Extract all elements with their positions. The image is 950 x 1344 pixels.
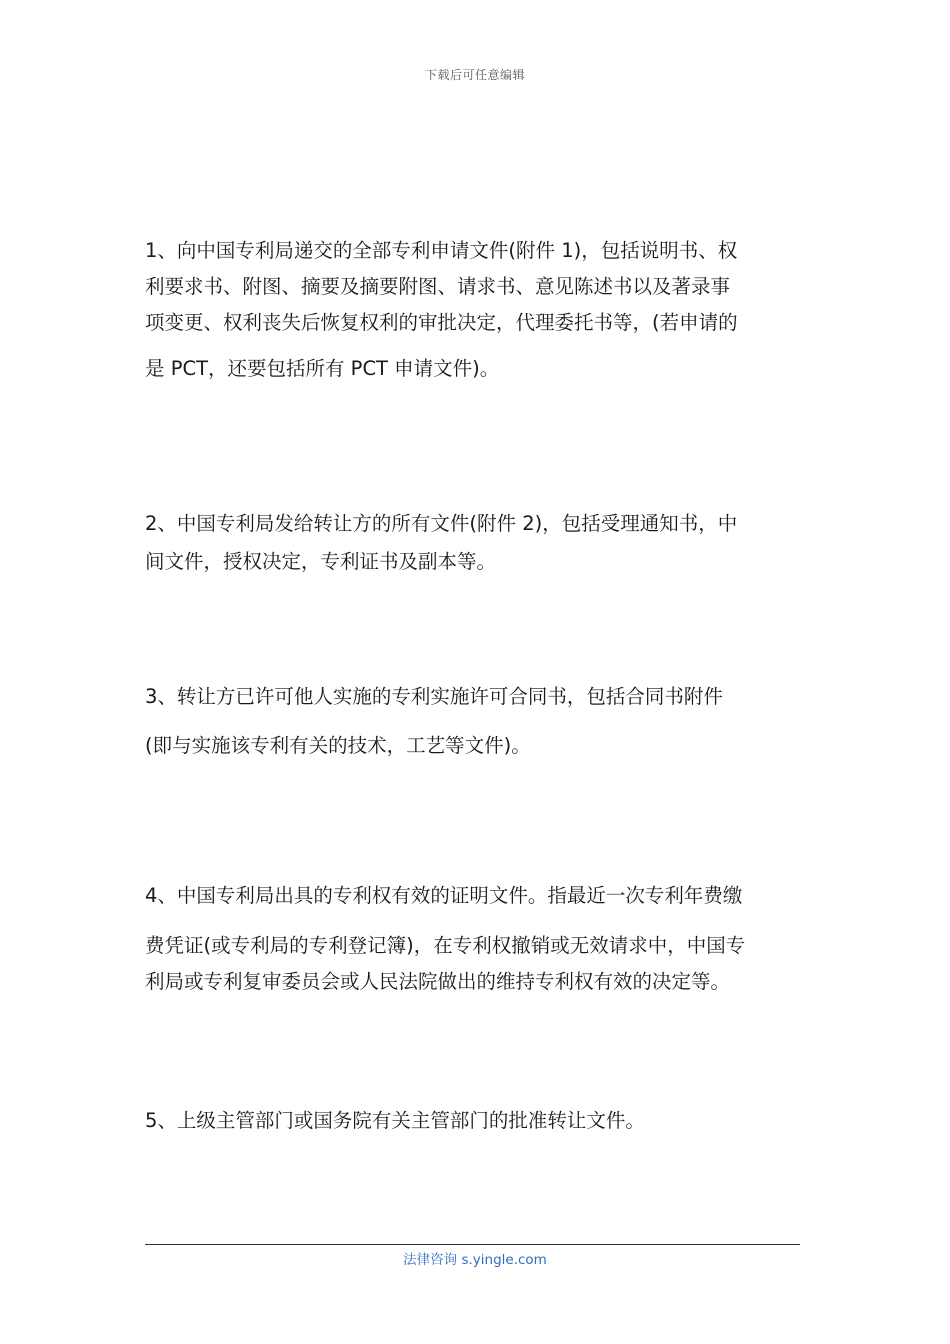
paragraph-line: 2、中国专利局发给转让方的所有文件(附件 2)，包括受理通知书，中 bbox=[145, 512, 738, 535]
paragraph-1 bbox=[145, 233, 807, 387]
paragraph-line: 利局或专利复审委员会或人民法院做出的维持专利权有效的决定等。 bbox=[145, 970, 731, 993]
paragraph-line: 3、转让方已许可他人实施的专利实施许可合同书，包括合同书附件 bbox=[145, 685, 723, 708]
paragraph-line: 利要求书、附图、摘要及摘要附图、请求书、意见陈述书以及著录事 bbox=[145, 275, 731, 298]
footer-divider bbox=[145, 1244, 800, 1245]
paragraph-line: 间文件，授权决定，专利证书及副本等。 bbox=[145, 550, 497, 573]
paragraph-2 bbox=[145, 505, 807, 581]
page-footer: 法律咨询 s.yingle.com bbox=[403, 1252, 547, 1268]
paragraph-5 bbox=[145, 1103, 807, 1139]
paragraph-line: (即与实施该专利有关的技术，工艺等文件)。 bbox=[145, 734, 531, 757]
paragraph-line: 5、上级主管部门或国务院有关主管部门的批准转让文件。 bbox=[145, 1109, 645, 1132]
paragraph-line: 是 PCT，还要包括所有 PCT 申请文件)。 bbox=[145, 357, 500, 380]
page-header: 下载后可任意编辑 bbox=[424, 68, 525, 82]
paragraph-line: 费凭证(或专利局的专利登记簿)，在专利权撤销或无效请求中，中国专 bbox=[145, 934, 746, 957]
paragraph-4 bbox=[145, 878, 807, 1000]
paragraph-line: 1、向中国专利局递交的全部专利申请文件(附件 1)，包括说明书、权 bbox=[145, 239, 738, 262]
paragraph-3 bbox=[145, 679, 807, 764]
paragraph-line: 项变更、权利丧失后恢复权利的审批决定，代理委托书等，(若申请的 bbox=[145, 311, 738, 334]
paragraph-line: 4、中国专利局出具的专利权有效的证明文件。指最近一次专利年费缴 bbox=[145, 884, 743, 907]
